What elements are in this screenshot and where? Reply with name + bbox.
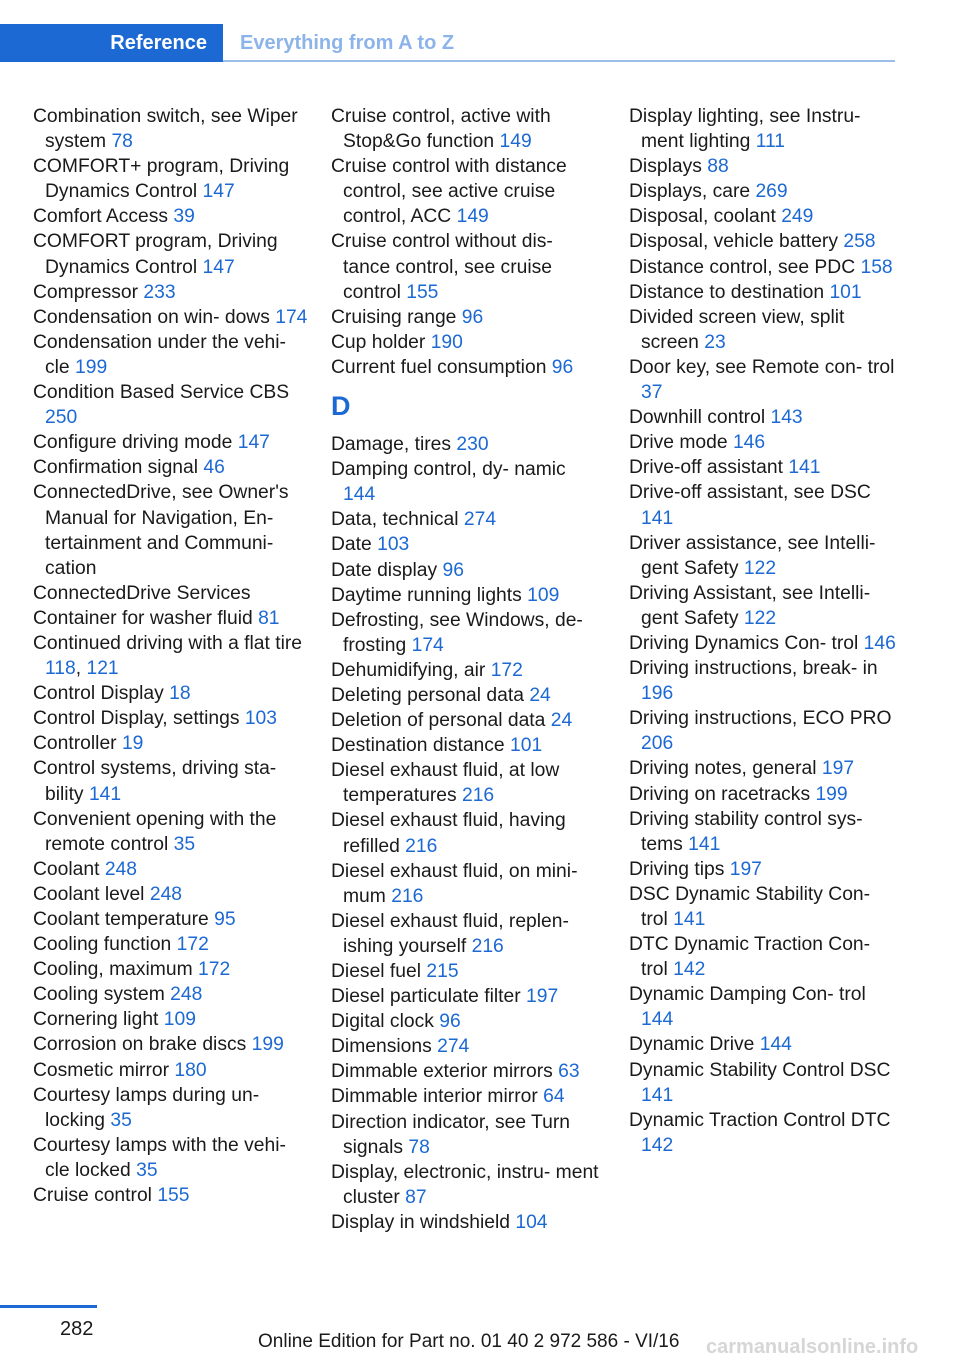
page-reference-link[interactable]: 248 xyxy=(170,984,203,1006)
index-entry xyxy=(331,1210,601,1235)
index-entry-text: Control Display, settings xyxy=(33,708,240,730)
index-entry xyxy=(331,859,601,909)
page-reference-link[interactable]: 46 xyxy=(203,457,225,479)
index-entry-text: Diesel exhaust fluid, having refilled xyxy=(331,810,566,857)
index-entry-text: DTC Dynamic Traction Con‐ trol xyxy=(629,934,871,981)
index-entry xyxy=(33,104,308,154)
index-entry-text: Driving stability control sys‐ tems xyxy=(629,808,863,855)
index-entry-text: COMFORT+ program, Driving Dynamics Control xyxy=(33,156,290,203)
page-reference-link[interactable]: 81 xyxy=(258,607,280,629)
index-entry xyxy=(33,305,308,330)
index-entry xyxy=(629,807,899,857)
page-reference-link[interactable]: 147 xyxy=(202,181,235,203)
index-entry xyxy=(629,179,899,204)
page-reference-link[interactable]: 216 xyxy=(471,935,504,957)
index-entry xyxy=(629,782,899,807)
index-entry xyxy=(629,631,899,656)
index-entry xyxy=(331,532,601,557)
page-reference-link[interactable]: 104 xyxy=(515,1211,548,1233)
index-entry-text: Controller xyxy=(33,733,117,755)
index-entry xyxy=(33,907,308,932)
index-entry-text: Distance control, see PDC xyxy=(629,256,856,278)
index-entry xyxy=(331,1160,601,1210)
page-reference-link[interactable]: 155 xyxy=(157,1185,190,1207)
index-entry-text: Driving instructions, ECO PRO xyxy=(629,708,892,730)
index-entry-text: Deleting personal data xyxy=(331,684,524,706)
index-entry xyxy=(331,608,601,658)
page-reference-link[interactable]: 35 xyxy=(136,1159,158,1181)
index-entry-text: Corrosion on brake discs xyxy=(33,1034,247,1056)
index-entry xyxy=(331,1059,601,1084)
index-entry-text: ConnectedDrive, see Owner's Manual for Navigation, En‐ tertainment and Communi‐ cation xyxy=(33,482,289,579)
page-reference-link[interactable]: 103 xyxy=(377,534,410,556)
index-entry xyxy=(33,330,308,380)
page-reference-link[interactable]: 144 xyxy=(343,484,376,506)
page-reference-link[interactable]: 37 xyxy=(641,382,663,404)
index-entry xyxy=(331,229,601,304)
index-entry-text: COMFORT program, Driving Dynamics Control xyxy=(33,231,278,278)
page-reference-link[interactable]: 199 xyxy=(75,356,108,378)
index-entry-text: Driver assistance, see Intelli‐ gent Safety xyxy=(629,532,876,579)
page-reference-link[interactable]: 141 xyxy=(641,507,674,529)
page-reference-link[interactable]: 24 xyxy=(550,710,573,732)
index-entry xyxy=(331,432,601,457)
page-reference-link[interactable]: 63 xyxy=(558,1061,580,1083)
page-reference-link[interactable]: 172 xyxy=(490,659,523,681)
index-entry xyxy=(331,1009,601,1034)
index-entry xyxy=(331,984,601,1009)
index-entry-text: Display lighting, see Instru‐ ment lighting xyxy=(629,106,861,153)
index-entry xyxy=(33,932,308,957)
index-entry-text: Disposal, vehicle battery xyxy=(629,231,838,253)
index-entry xyxy=(331,683,601,708)
index-entry-text: Convenient opening with the remote control xyxy=(33,808,277,855)
index-column-1 xyxy=(33,104,308,1208)
index-entry xyxy=(33,1007,308,1032)
index-entry xyxy=(33,706,308,731)
index-entry-text: Condensation under the vehi‐ cle xyxy=(33,331,286,378)
index-entry xyxy=(33,1133,308,1183)
index-entry xyxy=(331,355,601,380)
index-entry xyxy=(33,982,308,1007)
index-entry xyxy=(331,808,601,858)
index-entry-text: Control systems, driving sta‐ bility xyxy=(33,758,277,805)
page-reference-link[interactable]: 216 xyxy=(405,835,438,857)
index-entry-text: Cornering light xyxy=(33,1009,159,1031)
page-reference-link[interactable]: 196 xyxy=(641,683,674,705)
index-entry xyxy=(331,658,601,683)
index-entry xyxy=(33,380,308,430)
index-entry-text: Cooling function xyxy=(33,934,172,956)
index-entry xyxy=(331,457,601,507)
index-entry-text: Container for washer fluid xyxy=(33,607,253,629)
index-entry xyxy=(33,430,308,455)
page-reference-link[interactable]: 249 xyxy=(781,206,814,228)
index-entry-text: Damage, tires xyxy=(331,434,452,456)
page-reference-link[interactable]: 96 xyxy=(461,306,484,328)
index-entry-text: Dynamic Stability Control DSC xyxy=(629,1059,891,1081)
index-entry-text: Dimmable interior mirror xyxy=(331,1086,538,1108)
index-entry xyxy=(33,154,308,204)
index-entry xyxy=(629,305,899,355)
index-entry xyxy=(629,229,899,254)
index-entry-text: Direction indicator, see Turn signals xyxy=(331,1111,570,1158)
index-entry xyxy=(331,558,601,583)
index-entry-text: Downhill control xyxy=(629,407,766,429)
index-entry-text: Destination distance xyxy=(331,735,505,757)
page-reference-link[interactable]: 248 xyxy=(104,858,137,880)
index-entry-text: Courtesy lamps during un‐ locking xyxy=(33,1084,260,1131)
index-entry xyxy=(33,1032,308,1057)
index-entry-text: Control Display xyxy=(33,683,164,705)
index-entry xyxy=(33,1183,308,1208)
index-entry xyxy=(331,104,601,154)
index-entry-text: Date display xyxy=(331,559,438,581)
index-entry-text: Diesel exhaust fluid, replen‐ ishing yourself xyxy=(331,910,569,957)
index-entry-text: Configure driving mode xyxy=(33,432,233,454)
page-reference-link[interactable]: 39 xyxy=(173,206,195,228)
index-entry-text: Deletion of personal data xyxy=(331,710,546,732)
index-entry xyxy=(331,1034,601,1059)
index-entry xyxy=(33,606,308,631)
page-reference-link[interactable]: 122 xyxy=(743,607,777,629)
page-reference-link[interactable]: 88 xyxy=(707,156,729,178)
page-reference-link[interactable]: 144 xyxy=(641,1009,674,1031)
index-entry xyxy=(629,255,899,280)
page-reference-link[interactable]: 101 xyxy=(510,735,543,757)
index-entry-text: Cruise control with distance control, see active cruise control, ACC xyxy=(331,156,567,228)
index-entry xyxy=(629,932,899,982)
index-entry xyxy=(629,882,899,932)
index-entry xyxy=(331,583,601,608)
page-reference-link[interactable]: 142 xyxy=(673,959,706,981)
index-entry xyxy=(331,305,601,330)
index-entry-text: Daytime running lights xyxy=(331,584,522,606)
index-entry xyxy=(33,857,308,882)
header-tab-reference: Reference xyxy=(0,24,223,62)
page-reference-link[interactable]: 18 xyxy=(169,683,191,705)
page-reference-link[interactable]: 118 xyxy=(45,658,76,680)
index-entry-text: Displays xyxy=(629,156,702,178)
index-entry xyxy=(629,480,899,530)
index-entry xyxy=(33,882,308,907)
page-reference-link[interactable]: 35 xyxy=(110,1109,132,1131)
page-reference-link[interactable]: 158 xyxy=(860,256,893,278)
index-entry xyxy=(33,204,308,229)
index-entry-text: Cruising range xyxy=(331,306,457,328)
index-entry xyxy=(331,1084,601,1109)
index-entry-text: Driving instructions, break- in xyxy=(629,658,878,680)
index-entry xyxy=(331,758,601,808)
page-reference-link[interactable]: 147 xyxy=(237,432,270,454)
header-section-title: Everything from A to Z xyxy=(240,31,455,54)
index-entry-text: Divided screen view, split screen xyxy=(629,306,845,353)
page-reference-link[interactable]: 64 xyxy=(543,1086,565,1108)
index-entry xyxy=(629,154,899,179)
index-entry-text: Damping control, dy‐ namic xyxy=(331,459,566,481)
index-entry-text: Distance to destination xyxy=(629,281,825,303)
index-entry-text: Cruise control xyxy=(33,1185,152,1207)
page-reference-link[interactable]: 172 xyxy=(176,934,209,956)
watermark-logo: carmanualsonline.info xyxy=(706,1336,919,1358)
index-entry xyxy=(629,982,899,1032)
page-reference-link[interactable]: 197 xyxy=(526,986,559,1008)
index-entry-text: ConnectedDrive Services xyxy=(33,582,251,604)
page-reference-link[interactable]: 121 xyxy=(86,658,119,680)
page-reference-link[interactable]: 87 xyxy=(405,1186,427,1208)
index-entry-text: Dimensions xyxy=(331,1036,432,1058)
index-entry-text: Confirmation signal xyxy=(33,457,199,479)
index-entry-text: Disposal, coolant xyxy=(629,206,776,228)
page-reference-link[interactable]: 142 xyxy=(641,1134,674,1156)
index-entry-text: Driving notes, general xyxy=(629,758,817,780)
page-reference-link[interactable]: 258 xyxy=(843,231,876,253)
index-entry-text: Cooling system xyxy=(33,984,165,1006)
page-reference-link[interactable]: 197 xyxy=(821,758,855,780)
index-entry xyxy=(331,909,601,959)
page-reference-link[interactable]: 24 xyxy=(529,684,551,706)
index-entry-text: Current fuel consumption xyxy=(331,356,547,378)
page-reference-link[interactable]: 141 xyxy=(673,909,706,930)
index-entry-text: Driving on racetracks xyxy=(629,783,811,805)
index-entry xyxy=(629,756,899,781)
page-reference-link[interactable]: 96 xyxy=(439,1011,461,1033)
index-entry xyxy=(331,733,601,758)
index-entry-text: Driving Assistant, see Intelli‐ gent Safety xyxy=(629,582,871,629)
page-header xyxy=(0,24,895,62)
index-entry-text: Digital clock xyxy=(331,1011,434,1033)
index-entry-text: Diesel fuel xyxy=(331,961,422,982)
index-entry xyxy=(629,280,899,305)
page-reference-link[interactable]: 216 xyxy=(391,885,424,907)
index-entry-text: Dynamic Drive xyxy=(629,1034,755,1056)
index-entry xyxy=(33,280,308,305)
page-reference-link[interactable]: 230 xyxy=(456,434,489,456)
index-entry-text: Data, technical xyxy=(331,509,459,531)
header-divider xyxy=(223,60,895,62)
index-entry-text: Diesel particulate filter xyxy=(331,986,521,1008)
page-reference-link[interactable]: 233 xyxy=(143,281,176,303)
index-entry-text: Compressor xyxy=(33,281,139,303)
index-entry-text: Displays, care xyxy=(629,181,751,203)
page-reference-link[interactable]: 23 xyxy=(704,331,726,353)
page-reference-link[interactable]: 141 xyxy=(788,457,821,479)
index-entry xyxy=(331,708,601,733)
index-entry-text: Driving tips xyxy=(629,858,725,880)
page-reference-link[interactable]: 248 xyxy=(149,883,183,905)
index-entry-text: Diesel exhaust fluid, at low temperatures xyxy=(331,760,560,807)
page-reference-link[interactable]: 147 xyxy=(202,256,235,278)
page-reference-link[interactable]: 174 xyxy=(275,306,308,328)
index-entry-text: Cooling, maximum xyxy=(33,959,193,981)
page-reference-link[interactable]: 146 xyxy=(732,432,766,454)
index-entry xyxy=(331,959,601,984)
page-reference-link[interactable]: 149 xyxy=(499,131,532,153)
index-entry xyxy=(33,756,308,806)
page-reference-link[interactable]: 206 xyxy=(641,733,674,755)
page-reference-link[interactable]: 103 xyxy=(244,708,277,730)
page-reference-link[interactable]: 197 xyxy=(729,858,762,880)
page-reference-link[interactable]: 146 xyxy=(863,632,896,654)
index-entry xyxy=(629,656,899,706)
index-entry-text: Display, electronic, instru‐ ment cluster xyxy=(331,1161,599,1208)
index-entry-text: Condensation on win‐ dows xyxy=(33,306,270,328)
page-reference-link[interactable]: 78 xyxy=(408,1136,430,1158)
index-entry-text: Date xyxy=(331,534,372,556)
index-entry-text: Drive mode xyxy=(629,432,728,454)
index-entry xyxy=(629,405,899,430)
index-entry-text: Door key, see Remote con‐ trol xyxy=(629,356,895,378)
index-entry xyxy=(629,531,899,581)
index-entry-text: Coolant xyxy=(33,858,100,880)
index-entry xyxy=(33,455,308,480)
page-reference-link[interactable]: 155 xyxy=(406,281,439,303)
index-entry-text: Condition Based Service CBS xyxy=(33,382,290,404)
index-entry xyxy=(331,330,601,355)
index-entry xyxy=(331,1110,601,1160)
page-reference-link[interactable]: 35 xyxy=(173,833,196,855)
page-reference-link[interactable]: 78 xyxy=(111,131,133,153)
index-entry-text: Cruise control, active with Stop&Go function xyxy=(331,106,551,153)
page-reference-link[interactable]: 109 xyxy=(163,1009,196,1031)
page-reference-link[interactable]: 216 xyxy=(461,785,495,807)
page-reference-link[interactable]: 250 xyxy=(45,407,78,429)
page-reference-link[interactable]: 143 xyxy=(770,407,803,429)
page-reference-link[interactable]: 19 xyxy=(121,733,144,755)
index-entry xyxy=(33,681,308,706)
index-entry-text: Dimmable exterior mirrors xyxy=(331,1061,553,1083)
page-reference-link[interactable]: 96 xyxy=(442,559,464,581)
index-entry xyxy=(629,355,899,405)
index-entry xyxy=(331,507,601,532)
index-entry-text: Comfort Access xyxy=(33,206,169,228)
index-entry-text: Dehumidifying, air xyxy=(331,659,486,681)
index-entry xyxy=(33,581,308,606)
index-entry-text: Coolant level xyxy=(33,883,145,905)
index-entry xyxy=(33,1083,308,1133)
index-entry-text: Driving Dynamics Con‐ trol xyxy=(629,632,859,654)
index-entry-text: Coolant temperature xyxy=(33,909,209,930)
index-entry xyxy=(33,1058,308,1083)
page-reference-link[interactable]: 95 xyxy=(214,909,236,930)
index-entry-text: Dynamic Traction Control DTC xyxy=(629,1109,891,1131)
letter-heading: D xyxy=(331,391,351,422)
page-reference-link[interactable]: 172 xyxy=(198,959,231,981)
index-column-3 xyxy=(629,104,899,1158)
index-entry-text: Display in windshield xyxy=(331,1211,510,1233)
index-entry-text: Dynamic Damping Con‐ trol xyxy=(629,984,866,1006)
index-entry xyxy=(629,1032,899,1057)
index-entry-text: Courtesy lamps with the vehi‐ cle locked xyxy=(33,1134,286,1181)
page-reference-link[interactable]: 174 xyxy=(411,634,444,656)
page-reference-link[interactable]: 141 xyxy=(688,833,721,855)
index-entry-text: Defrosting, see Windows, de‐ frosting xyxy=(331,609,583,656)
index-entry xyxy=(33,957,308,982)
index-entry xyxy=(629,455,899,480)
index-entry-text: Drive-off assistant xyxy=(629,457,783,479)
page-reference-link[interactable]: 215 xyxy=(426,961,459,982)
index-entry xyxy=(629,1058,899,1108)
page-reference-link[interactable]: 144 xyxy=(759,1034,792,1056)
index-entry xyxy=(33,480,308,580)
footer-rule xyxy=(0,1305,97,1308)
index-entry-text: Drive-off assistant, see DSC xyxy=(629,482,871,504)
index-entry xyxy=(33,229,308,279)
page-reference-link[interactable]: 274 xyxy=(463,509,497,531)
index-entry xyxy=(629,1108,899,1158)
page-reference-link[interactable]: 149 xyxy=(456,206,489,228)
index-column-2 xyxy=(331,104,601,1235)
index-entry-text: Combination switch, see Wiper system xyxy=(33,106,298,153)
index-entry xyxy=(629,857,899,882)
page-reference-link[interactable]: 199 xyxy=(815,783,848,805)
page-reference-link[interactable]: 269 xyxy=(755,181,788,203)
index-entry-text: Cosmetic mirror xyxy=(33,1059,170,1081)
index-entry xyxy=(629,430,899,455)
page-number: 282 xyxy=(60,1318,94,1340)
page-reference-link[interactable]: 111 xyxy=(755,131,785,153)
index-entry xyxy=(629,581,899,631)
index-entry-text: Cruise control without dis‐ tance control, see cruise control xyxy=(331,231,553,303)
index-entry-text: Cup holder xyxy=(331,331,426,353)
index-entry xyxy=(629,204,899,229)
index-entry-text: Continued driving with a flat tire xyxy=(33,632,303,654)
index-entry xyxy=(629,104,899,154)
index-entry xyxy=(33,807,308,857)
page-reference-link[interactable]: 101 xyxy=(829,281,862,303)
page-reference-link[interactable]: 141 xyxy=(88,783,122,805)
page-reference-link[interactable]: 109 xyxy=(527,584,560,606)
index-entry xyxy=(629,706,899,756)
page-reference-link[interactable]: 141 xyxy=(641,1084,674,1106)
page-reference-link[interactable]: 96 xyxy=(551,356,574,378)
page-reference-link[interactable]: 180 xyxy=(174,1059,207,1081)
page-reference-link[interactable]: 199 xyxy=(251,1034,284,1056)
index-entry xyxy=(33,731,308,756)
page-reference-link[interactable]: 190 xyxy=(430,331,463,353)
page-reference-link[interactable]: 122 xyxy=(743,557,777,579)
page-reference-link[interactable]: 274 xyxy=(437,1036,470,1058)
edition-text: Online Edition for Part no. 01 40 2 972 586 - VI/16 xyxy=(258,1331,680,1352)
index-entry-text: Diesel exhaust fluid, on mini‐ mum xyxy=(331,860,578,907)
index-entry xyxy=(331,154,601,229)
index-entry-text: DSC Dynamic Stability Con‐ trol xyxy=(629,883,871,930)
index-entry: Continued driving with a flat tire 118, 121 xyxy=(33,632,303,680)
